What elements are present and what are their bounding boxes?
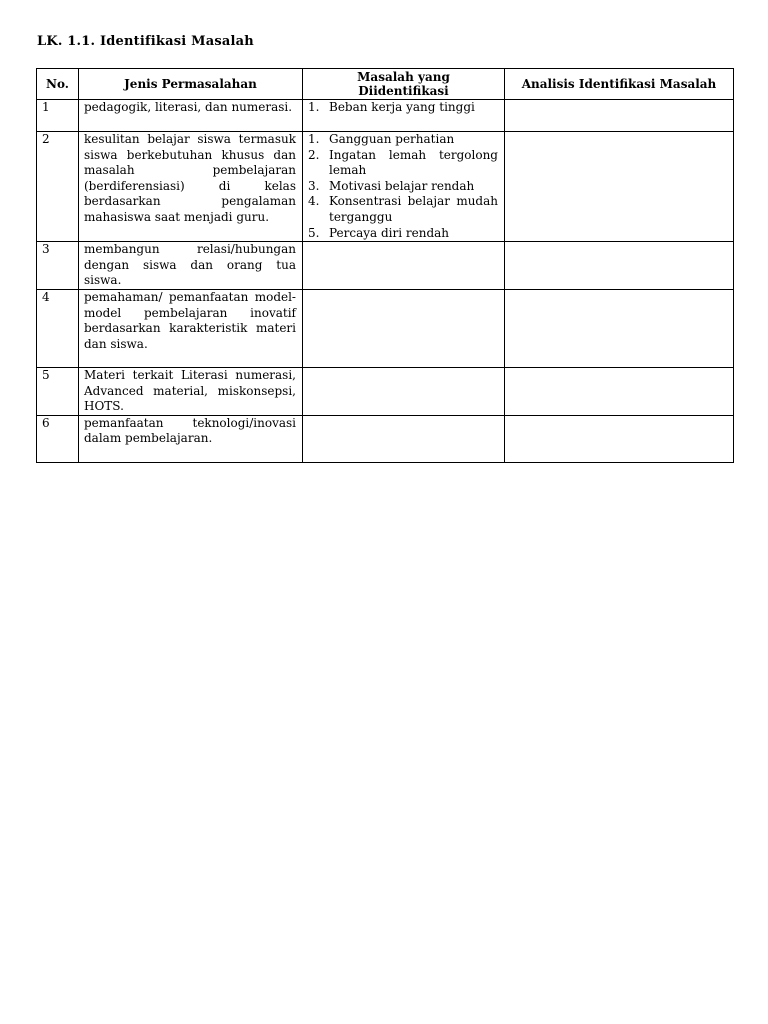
cell-analisis <box>505 415 734 462</box>
cell-analisis <box>505 132 734 242</box>
list-item <box>308 148 498 179</box>
masalah-list <box>308 100 498 116</box>
cell-analisis <box>505 242 734 290</box>
cell-analisis <box>505 100 734 132</box>
list-item <box>308 194 498 225</box>
identification-table <box>36 68 734 463</box>
cell-analisis <box>505 289 734 367</box>
list-item-number: 3. <box>308 178 320 193</box>
table-row <box>37 367 734 415</box>
cell-no: 2 <box>37 132 79 242</box>
cell-masalah <box>303 132 505 242</box>
header-masalah-line2: Diidentifikasi <box>358 84 449 98</box>
cell-jenis: kesulitan belajar siswa termasuk siswa berkebutuhan khusus dan masalah pembelajaran (berdiferensiasi) di kelas berdasarkan pengalaman mahasiswa saat menjadi guru. <box>79 132 303 242</box>
cell-no: 4 <box>37 289 79 367</box>
page-title: LK. 1.1. Identifikasi Masalah <box>37 34 254 49</box>
list-item-text: Motivasi belajar rendah <box>329 178 475 193</box>
list-item-number: 2. <box>308 147 320 162</box>
list-item-text: Konsentrasi belajar mudah terganggu <box>329 194 498 224</box>
header-masalah-line1: Masalah yang <box>357 70 450 84</box>
cell-jenis: pemahaman/ pemanfaatan model-model pembelajaran inovatif berdasarkan karakteristik materi dan siswa. <box>79 289 303 367</box>
table-row <box>37 132 734 242</box>
list-item-number: 4. <box>308 194 320 209</box>
header-no: No. <box>37 69 79 100</box>
list-item-text: Percaya diri rendah <box>329 225 450 240</box>
table-row <box>37 289 734 367</box>
list-item <box>308 179 498 195</box>
list-item <box>308 100 498 116</box>
list-item-text: Ingatan lemah tergolong lemah <box>329 147 498 178</box>
list-item-text: Beban kerja yang tinggi <box>329 100 475 114</box>
table-row <box>37 242 734 290</box>
cell-jenis: membangun relasi/hubungan dengan siswa dan orang tua siswa. <box>79 242 303 290</box>
table-row <box>37 415 734 462</box>
cell-jenis: pemanfaatan teknologi/inovasi dalam pembelajaran. <box>79 415 303 462</box>
table-header-row <box>37 69 734 100</box>
list-item <box>308 132 498 148</box>
header-jenis-permasalahan: Jenis Permasalahan <box>79 69 303 100</box>
cell-masalah <box>303 289 505 367</box>
cell-masalah <box>303 367 505 415</box>
cell-no: 3 <box>37 242 79 290</box>
header-masalah-diidentifikasi <box>303 69 505 100</box>
masalah-list <box>308 132 498 241</box>
cell-no: 6 <box>37 415 79 462</box>
cell-masalah <box>303 242 505 290</box>
cell-no: 5 <box>37 367 79 415</box>
cell-jenis: pedagogik, literasi, dan numerasi. <box>79 100 303 132</box>
cell-masalah <box>303 100 505 132</box>
list-item-number: 5. <box>308 225 320 240</box>
cell-no: 1 <box>37 100 79 132</box>
list-item-text: Gangguan perhatian <box>329 132 455 146</box>
list-item <box>308 226 498 242</box>
header-analisis: Analisis Identifikasi Masalah <box>505 69 734 100</box>
cell-masalah <box>303 415 505 462</box>
list-item-number: 1. <box>308 100 320 114</box>
list-item-number: 1. <box>308 132 320 146</box>
cell-jenis: Materi terkait Literasi numerasi, Advanced material, miskonsepsi, HOTS. <box>79 367 303 415</box>
cell-analisis <box>505 367 734 415</box>
table-row <box>37 100 734 132</box>
